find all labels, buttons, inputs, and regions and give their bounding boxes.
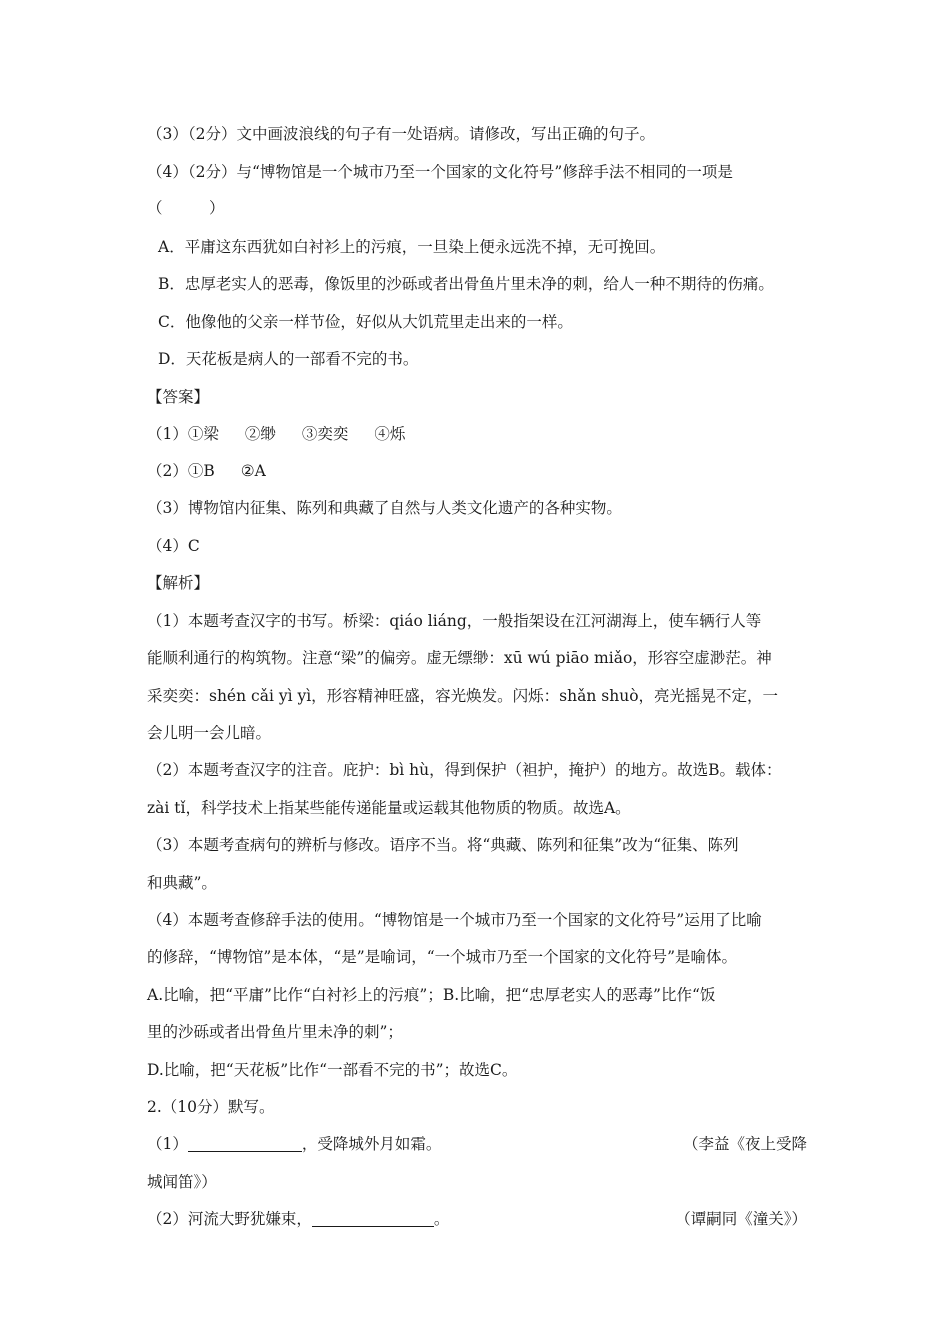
analysis-line: D.比喻，把“天花板”比作“一部看不完的书”；故选C。 [147,1061,518,1079]
q2-item-1-prefix: （1） [147,1135,188,1153]
analysis-line: 里的沙砾或者出骨鱼片里未净的刺”； [147,1023,403,1041]
answer-1-item: ①梁 [187,425,219,443]
q2-item-1-source: （李益《夜上受降 [682,1135,807,1153]
analysis-line: 和典藏”。 [147,874,217,892]
answer-2-item: ②A [240,462,266,480]
q2-item-2-text: （2）河流大野犹嫌束， [147,1210,312,1228]
q2-item-1-text: ，受降城外月如霜。 [301,1135,442,1153]
analysis-line: （2）本题考查汉字的注音。庇护：bì hù，得到保护（袒护，掩护）的地方。故选B。载体： [147,761,782,779]
q2-title: 2.（10分）默写。 [147,1098,275,1116]
analysis-line: （1）本题考查汉字的书写。桥梁：qiáo liáng，一般指架设在江河湖海上，使车辆行人等 [147,612,762,630]
answer-2-item: ①B [187,462,215,480]
option-d: D．天花板是病人的一部看不完的书。 [158,350,419,368]
answer-1-prefix: （1） [147,425,188,443]
analysis-line: 能顺利通行的构筑物。注意“梁”的偏旁。虚无缥缈：xū wú piāo miǎo，形容空虚渺茫。神 [147,649,772,667]
analysis-line: 的修辞，“博物馆”是本体，“是”是喻词，“一个城市乃至一个国家的文化符号”是喻体。 [147,948,738,966]
q2-item-1-source-cont: 城闻笛》） [147,1173,217,1191]
fill-in-blank[interactable] [312,1210,434,1227]
option-b: B．忠厚老实人的恶毒，像饭里的沙砾或者出骨鱼片里未净的刺，给人一种不期待的伤痛。 [158,275,774,293]
analysis-line: zài tǐ，科学技术上指某些能传递能量或运载其他物质的物质。故选A。 [147,799,631,817]
analysis-line: 采奕奕：shén cǎi yì yì，形容精神旺盛，容光焕发。闪烁：shǎn shuò，亮光摇晃不定，一 [147,687,779,705]
answer-1-item: ③奕奕 [301,425,349,443]
option-a: A．平庸这东西犹如白衬衫上的污痕，一旦染上便永远洗不掉，无可挽回。 [158,238,666,256]
q4-stem: （4）（2分）与“博物馆是一个城市乃至一个国家的文化符号”修辞手法不相同的一项是 [147,163,733,181]
answer-1-item: ②缈 [244,425,276,443]
analysis-heading: 【解析】 [147,574,210,592]
answer-2 [147,461,266,481]
analysis-line: （4）本题考查修辞手法的使用。“博物馆是一个城市乃至一个国家的文化符号”运用了比喻 [147,911,762,929]
q3-stem: （3）（2分）文中画波浪线的句子有一处语病。请修改，写出正确的句子。 [147,125,655,143]
answer-heading: 【答案】 [147,388,210,406]
answer-1-item: ④烁 [374,425,406,443]
q2-item-2-end: 。 [433,1210,450,1228]
analysis-line: （3）本题考查病句的辨析与修改。语序不当。将“典藏、陈列和征集”改为“征集、陈列 [147,836,739,854]
analysis-line: A.比喻，把“平庸”比作“白衬衫上的污痕”；B.比喻，把“忠厚老实人的恶毒”比作“饭 [147,986,716,1004]
answer-1 [147,424,405,444]
fill-in-blank[interactable] [188,1135,302,1152]
q2-item-1 [147,1134,441,1154]
answer-2-prefix: （2） [147,462,188,480]
answer-4: （4）C [147,537,200,555]
option-c: C．他像他的父亲一样节俭，好似从大饥荒里走出来的一样。 [158,313,573,331]
q4-answer-paren: （ ） [147,199,225,217]
answer-3: （3）博物馆内征集、陈列和典藏了自然与人类文化遗产的各种实物。 [147,499,622,517]
q2-item-2 [147,1209,449,1229]
analysis-line: 会儿明一会儿暗。 [147,724,272,742]
q2-item-2-source: （谭嗣同《潼关》） [675,1210,807,1228]
